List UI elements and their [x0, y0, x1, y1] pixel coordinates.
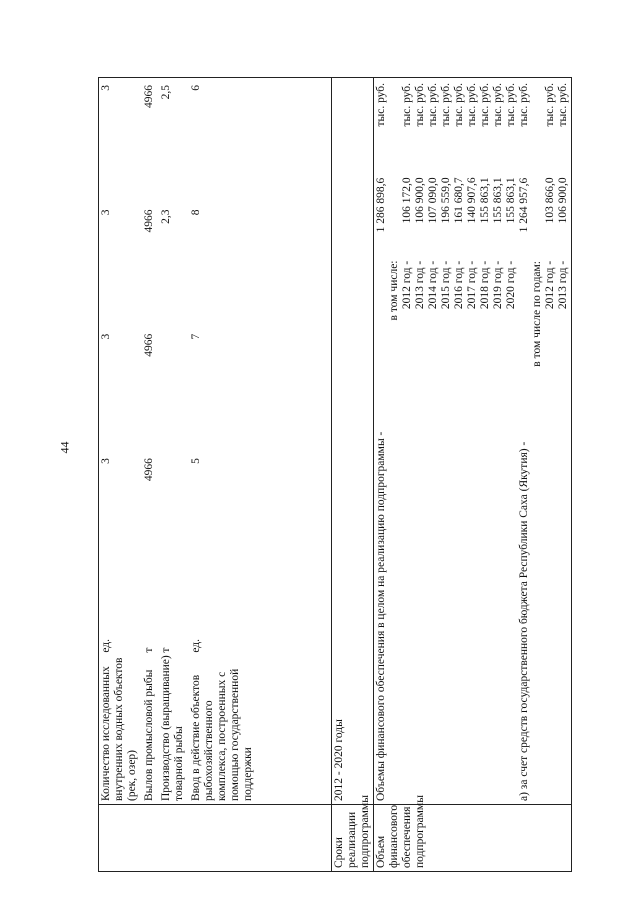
indicator-row — [190, 81, 255, 801]
period-value: 2012 - 2020 годы — [332, 78, 374, 805]
financing-year-row — [414, 81, 427, 801]
indicator-value: 2,5 — [160, 85, 172, 100]
financing-year-amount: 155 863,1 — [479, 177, 491, 224]
indicator-name: Количество исследованных внутренних водных объектов (рек, озер) — [100, 657, 138, 801]
indicator-unit: ед. — [190, 638, 202, 653]
regional-year: 2012 год - — [544, 260, 556, 310]
financing-total-currency: тыс. руб. — [375, 83, 387, 127]
indicator-value — [160, 454, 186, 578]
financing-year-amount: 196 559,0 — [440, 177, 452, 224]
financing-year: 2016 год - — [453, 260, 465, 310]
financing-year-unit: тыс. руб. — [440, 83, 452, 127]
financing-total-row — [375, 81, 388, 801]
indicator-value: 7 — [190, 333, 202, 340]
indicator-value: 4966 — [143, 333, 155, 357]
financing-year-unit: тыс. руб. — [453, 83, 465, 127]
regional-year-row — [544, 81, 557, 801]
indicator-value: 5 — [190, 458, 202, 464]
financing-year-row — [427, 81, 440, 801]
financing-year-unit: тыс. руб. — [401, 83, 413, 127]
regional-year-row — [557, 81, 570, 801]
indicator-name: Производство (выращивание) товарной рыбы — [160, 655, 185, 801]
passport-table — [98, 77, 572, 872]
financing-year-amount: 140 907,6 — [466, 177, 478, 224]
financing-year: 2013 год - — [414, 260, 426, 310]
financing-year-amount: 161 680,7 — [453, 177, 465, 224]
financing-year-amount: 106 900,0 — [414, 177, 426, 224]
financing-year: 2015 год - — [440, 260, 452, 310]
indicator-row — [143, 81, 156, 801]
indicator-name: Вылов промысловой рыбы — [143, 669, 155, 801]
financing-year: 2012 год - — [401, 260, 413, 310]
financing-total-label: Объемы финансового обеспечения в целом на реализацию подпрограммы - — [375, 431, 387, 801]
regional-year-unit: тыс. руб. — [557, 83, 569, 127]
financing-year-row — [401, 81, 414, 801]
financing-year-unit: тыс. руб. — [427, 83, 439, 127]
indicator-row — [100, 81, 139, 801]
rotated-table-frame — [98, 83, 606, 872]
indicator-value: 2,3 — [160, 209, 172, 224]
regional-sub-label: в том числе по годам: — [531, 261, 543, 367]
financing-year-unit: тыс. руб. — [414, 83, 426, 127]
regional-year: 2013 год - — [557, 260, 569, 310]
indicator-value: 6 — [190, 85, 202, 91]
indicators-row — [99, 78, 332, 872]
financing-including-row — [388, 81, 401, 801]
financing-year: 2014 год - — [427, 260, 439, 310]
indicator-name: Ввод в действие объектов рыбохозяйственного комплекса, построенных с помощью государственной поддержки — [190, 668, 254, 801]
financing-year-amount: 106 172,0 — [401, 177, 413, 224]
indicator-value — [160, 330, 186, 454]
regional-year-amount: 106 900,0 — [557, 177, 569, 224]
indicator-value: 3 — [100, 333, 112, 340]
indicator-value: 3 — [100, 85, 112, 91]
financing-year-amount: 155 863,1 — [492, 177, 504, 224]
financing-row — [374, 78, 572, 872]
indicator-unit: т — [160, 647, 172, 653]
page-number: 44 — [57, 441, 72, 454]
financing-year-unit: тыс. руб. — [479, 83, 491, 127]
financing-year-row — [492, 81, 505, 801]
period-row — [332, 78, 374, 872]
financing-year: 2017 год - — [466, 260, 478, 310]
regional-total-label: а) за счет средств государственного бюджета Республики Саха (Якутия) - — [518, 441, 530, 801]
financing-year-row — [440, 81, 453, 801]
financing-year: 2020 год - — [505, 260, 517, 310]
financing-year: 2018 год - — [479, 260, 491, 310]
financing-year-row — [505, 81, 518, 801]
financing-year-unit: тыс. руб. — [492, 83, 504, 127]
financing-year-unit: тыс. руб. — [505, 83, 517, 127]
indicator-value: 8 — [190, 209, 202, 216]
financing-label: Объем финансового обеспечения подпрограммы — [374, 805, 572, 872]
indicator-unit: ед. — [100, 638, 112, 653]
indicator-value: 4966 — [143, 209, 155, 233]
indicator-unit: т — [143, 647, 155, 653]
regional-year-amount: 103 866,0 — [544, 177, 556, 224]
indicator-value: 4966 — [143, 85, 155, 108]
indicators-cell — [99, 78, 332, 805]
financing-year-amount: 107 090,0 — [427, 177, 439, 224]
financing-year: 2019 год - — [492, 260, 504, 310]
financing-year-row — [466, 81, 479, 801]
financing-year-amount: 155 863,1 — [505, 177, 517, 224]
financing-total-amount: 1 286 898,6 — [375, 177, 387, 233]
regional-total-row — [518, 81, 531, 801]
financing-including-label: в том числе: — [388, 260, 400, 321]
indicator-value: 3 — [100, 458, 112, 464]
indicator-row — [160, 81, 186, 801]
regional-total-amount: 1 264 957,6 — [518, 177, 530, 233]
period-label: Сроки реализации подпрограммы — [332, 805, 374, 872]
financing-year-row — [479, 81, 492, 801]
indicator-value: 4966 — [143, 458, 155, 482]
financing-year-unit: тыс. руб. — [466, 83, 478, 127]
financing-year-row — [453, 81, 466, 801]
financing-cell — [374, 78, 572, 805]
indicator-value: 3 — [100, 209, 112, 216]
regional-total-currency: тыс. руб. — [518, 83, 530, 127]
regional-year-unit: тыс. руб. — [544, 83, 556, 127]
empty-label-cell — [99, 805, 332, 872]
